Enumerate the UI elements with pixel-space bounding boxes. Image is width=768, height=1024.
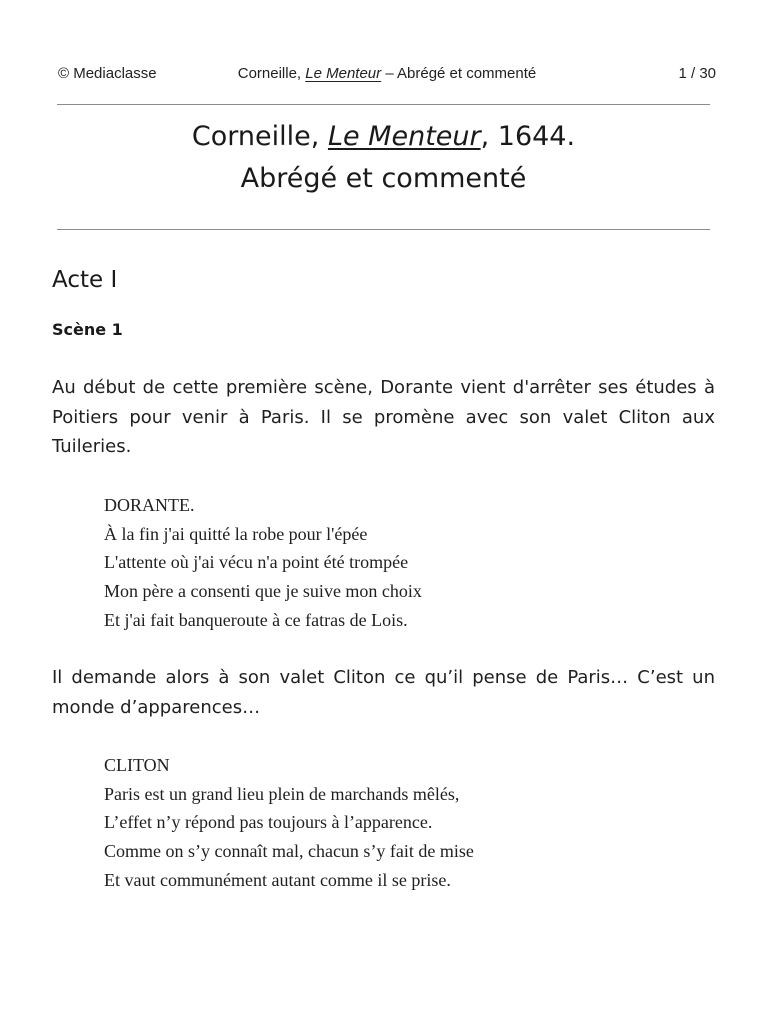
running-title-prefix: Corneille, (237, 65, 306, 82)
title-line-2: Abrégé et commenté (240, 163, 527, 194)
verse-line: Et j'ai fait banqueroute à ce fatras de Lois. (104, 609, 408, 630)
verse-line: À la fin j'ai quitté la robe pour l'épée (104, 523, 368, 544)
verse-line: Mon père a consenti que je suive mon choix (104, 581, 422, 602)
running-header (58, 63, 716, 85)
title-top-divider (57, 104, 710, 105)
page-indicator: 1 / 30 (678, 65, 716, 82)
verse-line: Et vaut communément autant comme il se prise. (104, 869, 451, 890)
verse-line: L’effet n’y répond pas toujours à l’apparence. (104, 812, 433, 833)
title-line-1 (57, 116, 710, 158)
title-prefix: Corneille, (191, 121, 328, 152)
summary-paragraph-1: Au début de cette première scène, Dorante vient d'arrêter ses études à Poitiers pour venir à Paris. Il se promène avec son valet Cliton aux Tuileries. (52, 377, 715, 457)
title-work: Le Menteur (327, 121, 481, 152)
act-heading: Acte I (52, 267, 118, 293)
verse-quote-dorante (104, 491, 704, 635)
title-bottom-divider (57, 229, 710, 230)
running-title-work: Le Menteur (305, 65, 382, 82)
speaker-name: DORANTE. (104, 495, 195, 515)
running-title-suffix: – Abrégé et commenté (381, 65, 537, 82)
title-suffix: , 1644. (480, 121, 576, 152)
verse-line: Paris est un grand lieu plein de marchands mêlés, (104, 783, 460, 804)
speaker-name: CLITON (104, 755, 170, 775)
summary-paragraph-2: Il demande alors à son valet Cliton ce qu’il pense de Paris… C’est un monde d’apparences… (52, 667, 715, 718)
copyright-label: © Mediaclasse (58, 65, 157, 82)
running-title (58, 63, 716, 85)
document-title (57, 116, 710, 200)
verse-quote-cliton (104, 751, 704, 895)
verse-line: Comme on s’y connaît mal, chacun s’y fait de mise (104, 841, 474, 862)
verse-line: L'attente où j'ai vécu n'a point été trompée (104, 552, 409, 573)
scene-heading: Scène 1 (52, 320, 123, 339)
